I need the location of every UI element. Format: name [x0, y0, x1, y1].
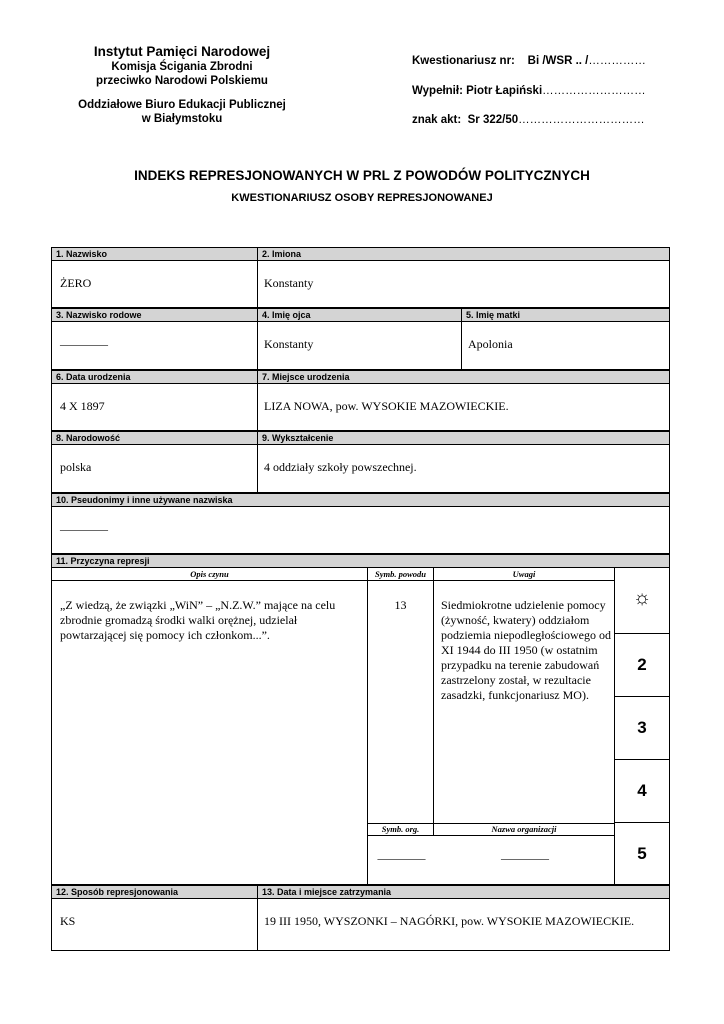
org-name-value: ————	[501, 851, 549, 865]
education-label: 9. Wykształcenie	[258, 432, 669, 445]
first-names-label: 2. Imiona	[258, 248, 669, 261]
nationality-value: polska	[60, 460, 92, 474]
mother-name-value: Apolonia	[468, 337, 513, 351]
birth-place-label: 7. Miejsce urodzenia	[258, 371, 669, 384]
symbol-column-header: Symb. powodu	[374, 569, 426, 579]
office-line1: Oddziałowe Biuro Edukacji Publicznej	[78, 99, 286, 111]
side-mark-2: 2	[637, 655, 647, 674]
reason-symbol: 13	[394, 598, 407, 612]
father-name-value: Konstanty	[264, 337, 314, 351]
arrest-value: 19 III 1950, WYSZONKI – NAGÓRKI, pow. WYSOKIE MAZOWIECKIE.	[264, 914, 635, 928]
row-birth	[51, 370, 670, 431]
repression-method-value: KS	[60, 914, 76, 928]
nationality-label: 8. Narodowość	[52, 432, 257, 445]
org-symbol-value: ————	[377, 851, 426, 865]
repression-cause-label: 11. Przyczyna represji	[52, 555, 669, 568]
arrest-label: 13. Data i miejsce zatrzymania	[258, 886, 669, 899]
act-description: „Z wiedzą, że związki „WiN” – „N.Z.W.” mające na celu zbrodnie gromadzą środki walki orężnej, udzielał powtarzającej się pomocy ich członkom...”.	[60, 598, 336, 642]
row-names	[51, 247, 670, 308]
notes-column-header: Uwagi	[512, 569, 536, 579]
row-nationality	[51, 431, 670, 493]
document-subtitle: KWESTIONARIUSZ OSOBY REPRESJONOWANEJ	[231, 192, 493, 204]
notes-text: Siedmiokrotne udzielenie pomocy (żywność, kwatery) oddziałom podziemia niepodległościowego od XI 1944 do III 1950 (w ostatnim przypadku na terenie zabudowań zastrzelony został, w rezultacie zasadzki, funkcjonariusz MO).	[441, 598, 611, 702]
family-name-label: 3. Nazwisko rodowe	[52, 309, 257, 322]
filled-by: Wypełnił: Piotr Łapiński………………………	[412, 85, 646, 97]
mother-name-label: 5. Imię matki	[462, 309, 669, 322]
row-family	[51, 308, 670, 370]
repression-cause-section	[51, 554, 670, 885]
surname-value: ŻERO	[60, 276, 92, 290]
side-mark-4: 4	[637, 781, 647, 800]
family-name-value: ————	[60, 337, 108, 351]
pseudonyms-value: ————	[60, 522, 108, 536]
pseudonyms-label: 10. Pseudonimy i inne używane nazwiska	[52, 494, 669, 507]
row-pseudonyms	[51, 493, 670, 554]
first-names-value: Konstanty	[264, 276, 314, 290]
document-title: INDEKS REPRESJONOWANYCH W PRL Z POWODÓW POLITYCZNYCH	[134, 168, 590, 183]
institution-header	[52, 44, 312, 126]
side-mark-5: 5	[637, 844, 647, 863]
description-column-header: Opis czynu	[190, 569, 229, 579]
file-reference: znak akt: Sr 322/50……………………………	[412, 114, 645, 126]
questionnaire-number: Kwestionariusz nr: Bi /WSR .. /……………	[412, 55, 646, 67]
org-symbol-header: Symb. org.	[381, 824, 420, 834]
row-repression-method	[51, 885, 670, 951]
surname-label: 1. Nazwisko	[52, 248, 257, 261]
office-line2: w Białymstoku	[141, 113, 223, 125]
org-name-header: Nazwa organizacji	[491, 824, 557, 834]
institution-name: Instytut Pamięci Narodowej	[93, 44, 271, 59]
commission-line1: Komisja Ścigania Zbrodni	[111, 61, 253, 73]
father-name-label: 4. Imię ojca	[258, 309, 461, 322]
birth-place-value: LIZA NOWA, pow. WYSOKIE MAZOWIECKIE.	[264, 399, 509, 413]
repression-method-label: 12. Sposób represjonowania	[52, 886, 257, 899]
birth-date-value: 4 X 1897	[60, 399, 105, 413]
commission-line2: przeciwko Narodowi Polskiemu	[96, 75, 268, 87]
side-mark-3: 3	[637, 718, 647, 737]
education-value: 4 oddziały szkoły powszechnej.	[264, 460, 417, 474]
sun-symbol-mark: ☼	[632, 587, 652, 609]
birth-date-label: 6. Data urodzenia	[52, 371, 257, 384]
